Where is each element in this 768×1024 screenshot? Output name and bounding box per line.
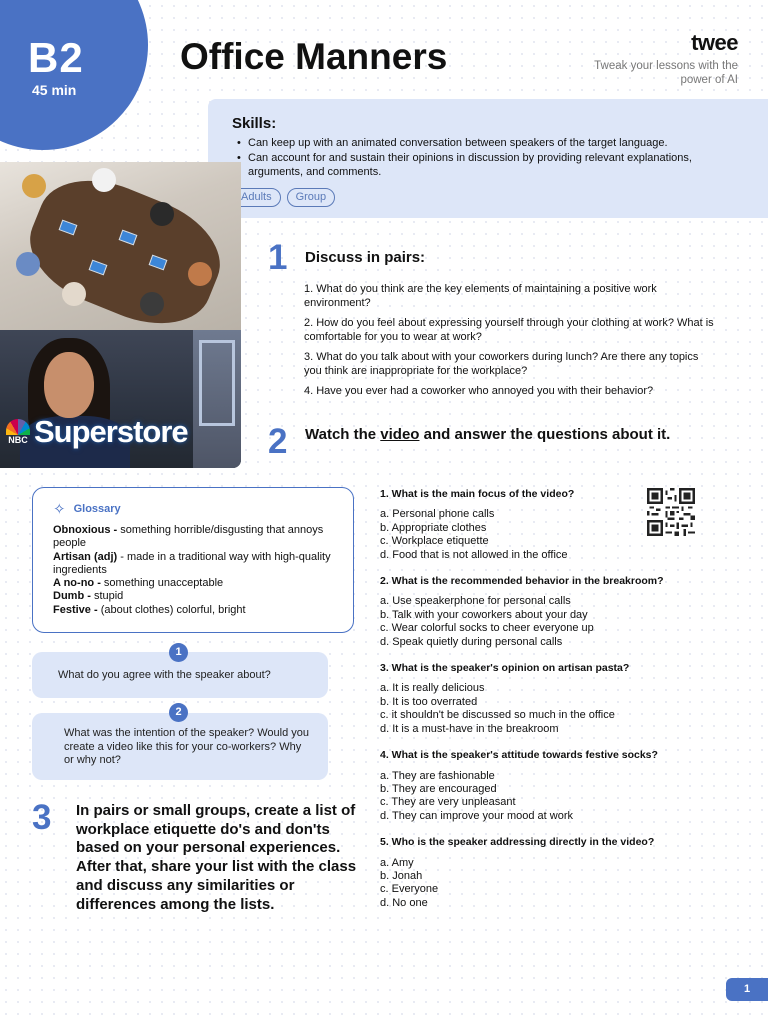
glossary-definition: something horrible/disgusting that annoys people <box>53 524 324 550</box>
glossary-entry <box>53 577 343 590</box>
prompt-badge-2: 2 <box>169 703 188 722</box>
glossary-entry <box>53 590 343 603</box>
section-2-title <box>305 425 685 444</box>
quiz-option[interactable]: c. it shouldn't be discussed so much in the office <box>380 709 615 722</box>
section-3-number: 3 <box>32 798 52 837</box>
discussion-question: 2. How do you feel about expressing yourself through your clothing at work? What is comfortable for you to wear at work? <box>304 317 714 343</box>
person <box>140 292 164 316</box>
peacock-icon <box>6 419 30 435</box>
tag-group[interactable]: Group <box>287 188 336 207</box>
page-title: Office Manners <box>180 36 448 77</box>
glossary-entries <box>53 524 343 617</box>
section-1-number: 1 <box>268 238 288 277</box>
quiz-option[interactable]: a. It is really delicious <box>380 682 485 695</box>
glossary-box <box>32 487 354 633</box>
section-2-title-start: Watch the <box>305 426 381 443</box>
person <box>150 202 174 226</box>
quiz-question-block <box>380 575 720 649</box>
quiz-option[interactable]: b. Talk with your coworkers about your day <box>380 608 588 621</box>
video-quiz <box>380 488 720 923</box>
prompt-text: What was the intention of the speaker? Would you create a video like this for your co-workers? Why or why not? <box>64 727 309 766</box>
quiz-question-block <box>380 662 720 736</box>
brand-tagline: Tweak your lessons with the power of AI <box>594 60 738 86</box>
glossary-definition: (about clothes) colorful, bright <box>97 603 246 616</box>
skill-item: • Can keep up with an animated conversation between speakers of the target language. <box>232 136 732 151</box>
person <box>22 174 46 198</box>
quiz-option[interactable]: c. Workplace etiquette <box>380 535 489 548</box>
meeting-photo <box>0 162 241 330</box>
store-shelf <box>193 330 241 468</box>
discussion-questions <box>304 283 714 406</box>
skill-item: • Can account for and sustain their opinions in discussion by providing relevant explanations, arguments, and comments. <box>232 151 732 180</box>
quiz-option[interactable]: d. No one <box>380 896 428 909</box>
glossary-definition: - made in a traditional way with high-quality ingredients <box>53 550 331 576</box>
quiz-option[interactable]: a. Amy <box>380 856 414 869</box>
glossary-term: Artisan (adj) <box>53 550 118 563</box>
quiz-question: 2. What is the recommended behavior in the breakroom? <box>380 575 664 588</box>
section-1-title: Discuss in pairs: <box>305 249 426 266</box>
quiz-question: 5. Who is the speaker addressing directly in the video? <box>380 836 655 849</box>
person <box>188 262 212 286</box>
level-code: B2 <box>28 34 84 81</box>
show-logo <box>6 414 188 450</box>
glossary-definition: stupid <box>90 590 124 603</box>
superstore-logo: Superstore <box>34 414 188 449</box>
sparkle-cursor-icon: ✧ <box>53 501 66 518</box>
meeting-table <box>14 162 235 330</box>
section-2-title-end: and answer the questions about it. <box>419 426 671 443</box>
presenter-face <box>44 352 94 418</box>
glossary-entry <box>53 604 343 617</box>
quiz-option[interactable]: b. They are encouraged <box>380 782 497 795</box>
discussion-question: 4. Have you ever had a coworker who annoyed you with their behavior? <box>304 385 654 397</box>
discussion-question: 3. What do you talk about with your coworkers during lunch? Are there any topics you think are inappropriate for the workplace? <box>304 351 699 377</box>
quiz-option[interactable]: d. Speak quietly during personal calls <box>380 635 563 648</box>
quiz-question: 4. What is the speaker's attitude towards festive socks? <box>380 749 658 762</box>
quiz-question: 1. What is the main focus of the video? <box>380 488 575 500</box>
lesson-duration: 45 min <box>32 82 77 98</box>
glossary-entry <box>53 524 343 551</box>
person <box>92 168 116 192</box>
nbc-logo <box>6 419 30 445</box>
skills-panel <box>208 99 768 218</box>
brand-logo[interactable]: twee <box>691 30 738 55</box>
level-circle <box>0 0 148 150</box>
quiz-question-block <box>380 749 720 823</box>
quiz-option[interactable]: a. Personal phone calls <box>380 508 495 521</box>
quiz-question-block <box>380 836 720 910</box>
skills-list <box>232 136 732 180</box>
video-link[interactable]: video <box>380 426 420 443</box>
glossary-term: Obnoxious - <box>53 524 118 536</box>
skills-title: Skills: <box>232 115 277 132</box>
quiz-option[interactable]: b. Appropriate clothes <box>380 521 487 534</box>
glossary-entry <box>53 551 343 578</box>
person <box>62 282 86 306</box>
tag-list <box>232 188 335 207</box>
tag-adults[interactable]: Adults <box>232 188 281 207</box>
section-2-number: 2 <box>268 422 288 461</box>
quiz-option[interactable]: a. They are fashionable <box>380 769 495 782</box>
quiz-option[interactable]: d. Food that is not allowed in the office <box>380 548 568 561</box>
glossary-title: Glossary <box>73 503 121 515</box>
quiz-option[interactable]: c. Wear colorful socks to cheer everyone up <box>380 622 594 635</box>
prompt-card-2 <box>32 713 328 780</box>
quiz-option[interactable]: a. Use speakerphone for personal calls <box>380 595 571 608</box>
prompt-badge-1: 1 <box>169 643 188 662</box>
glossary-header <box>53 500 121 518</box>
glossary-definition: something unacceptable <box>100 577 224 590</box>
quiz-option[interactable]: d. It is a must-have in the breakroom <box>380 722 559 735</box>
person <box>16 252 40 276</box>
prompt-text: What do you agree with the speaker about? <box>58 669 271 681</box>
quiz-option[interactable]: b. It is too overrated <box>380 695 478 708</box>
glossary-term: Festive - <box>53 603 98 616</box>
video-thumbnail[interactable] <box>0 330 241 468</box>
quiz-question: 3. What is the speaker's opinion on artisan pasta? <box>380 662 630 675</box>
qr-code-icon[interactable] <box>645 488 697 536</box>
page-number: 1 <box>726 978 768 1001</box>
quiz-option[interactable]: b. Jonah <box>380 869 423 882</box>
glossary-term: Dumb - <box>53 590 91 603</box>
section-3-task: In pairs or small groups, create a list of workplace etiquette do's and don'ts based on your personal experiences. After that, share your list with the class and discuss any similarities or differences among the lists. <box>76 802 357 913</box>
network-label: NBC <box>8 435 28 445</box>
quiz-option[interactable]: d. They can improve your mood at work <box>380 809 573 822</box>
discussion-question: 1. What do you think are the key elements of maintaining a positive work environment? <box>304 283 657 309</box>
quiz-option[interactable]: c. They are very unpleasant <box>380 796 516 809</box>
quiz-option[interactable]: c. Everyone <box>380 883 439 896</box>
glossary-term: A no-no - <box>53 577 101 590</box>
